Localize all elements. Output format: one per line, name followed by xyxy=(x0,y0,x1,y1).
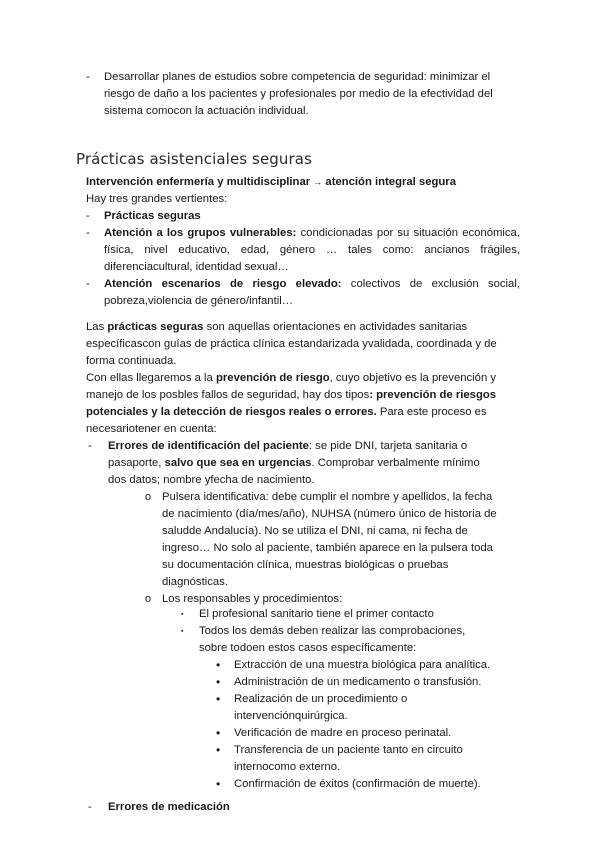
list-item xyxy=(181,606,501,623)
intro-bullet-text: Desarrollar planes de estudios sobre competencia de seguridad: minimizar el riesgo de daño a los pacientes y profesionales por medio de la efectividad del sistema comocon la actuación individual. xyxy=(104,71,493,117)
dash-marker: - xyxy=(86,227,90,239)
item-text: : se pide DNI, tarjeta sanitaria o pasaporte, xyxy=(108,440,468,469)
paragraph-prevencion xyxy=(86,370,510,438)
dash-marker: - xyxy=(88,440,92,452)
paragraph-text: Con ellas llegaremos a la xyxy=(86,372,216,384)
list-item xyxy=(216,674,516,691)
square-item-text: El profesional sanitario tiene el primer contacto xyxy=(199,608,434,620)
subheading-right: atención integral segura xyxy=(325,176,456,188)
pulsera-text: Pulsera identificativa: debe cumplir el nombre y apellidos, la fecha de nacimiento (día/mes/año), NUHSA (número único de historia de saludde Andalucía). No se utiliza el DNI, ni cama, ni fecha de ingreso… No solo al paciente, también aparece en la pulsera toda su documentación clínica, muestras biológicas o pruebas diagnósticas. xyxy=(162,491,497,588)
list-item xyxy=(181,623,501,657)
paragraph-text: son aquellas orientaciones en actividades sanitarias específicascon guías de práctica clínica estandarizada yvalidada, coordinada y de forma continuada. xyxy=(86,321,497,367)
dot-marker: • xyxy=(216,777,221,791)
dash-marker: - xyxy=(86,278,90,290)
vertiente-title: Prácticas seguras xyxy=(104,210,201,222)
vertiente-text: colectivos de exclusión social, pobreza,violencia de género/infantil… xyxy=(104,278,520,307)
item-bold: Errores de medicación xyxy=(108,801,230,813)
square-marker: ▪ xyxy=(181,611,184,618)
dot-list xyxy=(216,657,516,793)
list-item xyxy=(216,691,516,725)
square-list xyxy=(181,606,501,657)
dot-item-text: Administración de un medicamento o transfusión. xyxy=(234,676,482,688)
paragraph-text: Para este proceso es necesariotener en cuenta: xyxy=(86,406,487,435)
dash-marker: - xyxy=(88,801,92,813)
square-marker: ▪ xyxy=(181,628,184,635)
item-bold: salvo que sea en urgencias xyxy=(164,457,312,469)
vertientes-list xyxy=(86,208,520,310)
dot-marker: • xyxy=(216,692,221,706)
item-text: . Comprobar verbalmente mínimo dos datos; nombre yfecha de nacimiento. xyxy=(108,457,480,486)
paragraph-text: , cuyo objetivo es la prevención y manejo de los posbles fallos de seguridad, hay dos tipos xyxy=(86,372,497,401)
circle-marker: o xyxy=(145,491,152,503)
vertiente-title: Atención a los grupos vulnerables: xyxy=(104,227,297,239)
list-item xyxy=(86,276,520,310)
dot-marker: • xyxy=(216,743,221,757)
intro-bullet xyxy=(86,69,516,120)
dot-marker: • xyxy=(216,658,221,672)
paragraph-practicas xyxy=(86,319,506,370)
dash-marker: - xyxy=(86,71,90,83)
paragraph-bold: prácticas seguras xyxy=(107,321,204,333)
paragraph-bold: prevención de riesgo xyxy=(215,372,330,384)
dot-item-text: Realización de un procedimiento o intervenciónquirúrgica. xyxy=(234,693,408,722)
item-bold: Errores de identificación del paciente xyxy=(108,440,309,452)
dash-marker: - xyxy=(86,210,90,222)
square-item-text: Todos los demás deben realizar las comprobaciones, sobre todoen estos casos específicamente: xyxy=(199,625,466,654)
arrow-icon: → xyxy=(313,177,323,187)
dot-item-text: Confirmación de éxitos (confirmación de muerte). xyxy=(234,778,481,790)
list-item-errores-medicacion xyxy=(88,799,388,816)
dot-marker: • xyxy=(216,726,221,740)
list-item xyxy=(86,225,520,276)
list-item xyxy=(216,725,516,742)
section-heading: Prácticas asistenciales seguras xyxy=(76,150,312,168)
dot-item-text: Verificación de madre en proceso perinatal. xyxy=(234,727,452,739)
list-item xyxy=(216,776,516,793)
dot-item-text: Transferencia de un paciente tanto en circuito internocomo externo. xyxy=(234,744,463,773)
list-item xyxy=(145,489,515,591)
list-item xyxy=(216,657,516,674)
list-item xyxy=(216,742,516,776)
sub-list xyxy=(145,489,515,608)
paragraph-text: Las xyxy=(86,321,108,333)
vertientes-intro: Hay tres grandes vertientes: xyxy=(86,193,228,205)
subheading-left: Intervención enfermería y multidisciplinar xyxy=(86,176,311,188)
paragraph-bold: : prevención de riesgos potenciales y la detección de riesgos reales o errores. xyxy=(86,389,497,418)
dot-marker: • xyxy=(216,675,221,689)
vertiente-title: Atención escenarios de riesgo elevado: xyxy=(104,278,342,290)
circle-marker: o xyxy=(145,593,152,605)
vertiente-text: condicionadas por su situación económica, física, nivel educativo, edad, género … tales como: ancianos frágiles, diferenciacultural, identidad sexual… xyxy=(104,227,520,273)
responsables-text: Los responsables y procedimientos: xyxy=(162,593,343,605)
list-item xyxy=(86,208,520,225)
subheading xyxy=(86,174,456,191)
list-item-errores-identificacion xyxy=(88,438,500,489)
dot-item-text: Extracción de una muestra biológica para analítica. xyxy=(234,659,491,671)
